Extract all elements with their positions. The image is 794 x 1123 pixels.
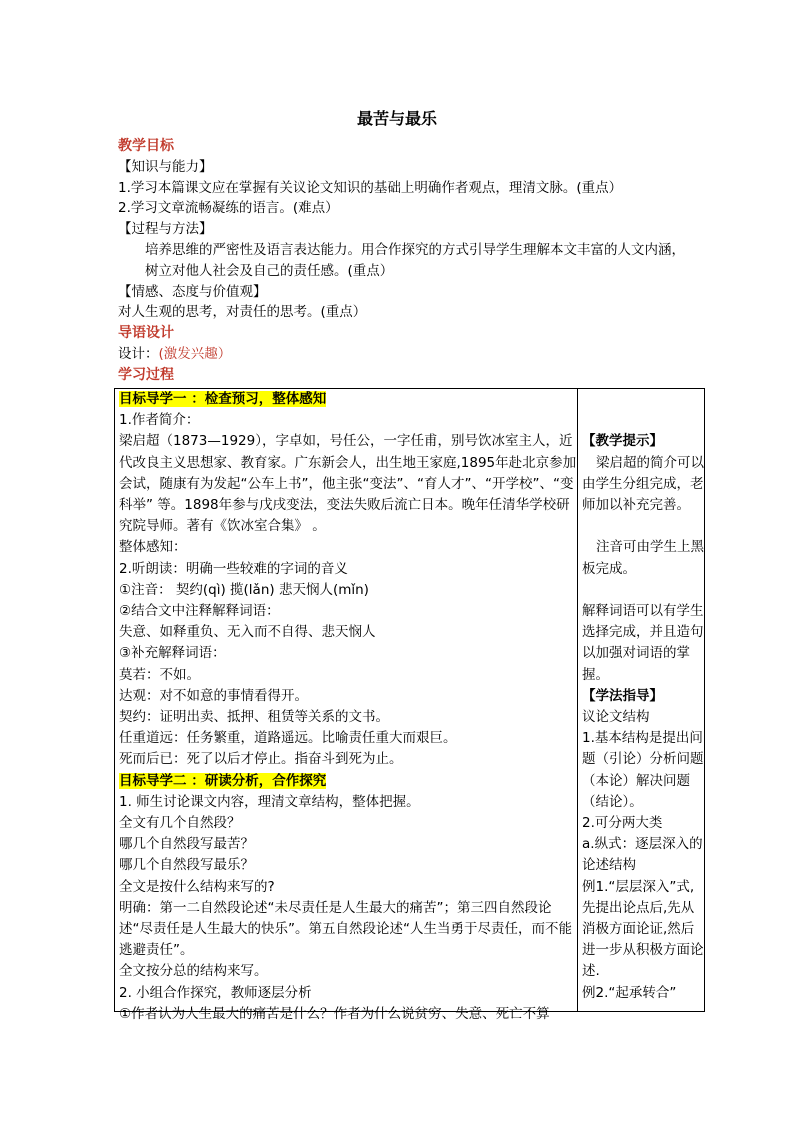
clarify-answer: 明确：第一二自然段论述“未尽责任是人生最大的痛苦”；第三四自然段论述“尽责任是人生最大的快乐”。第五自然段论述“人生当勇于尽责任，而不能逃避责任”。 [119,899,572,959]
lesson-preamble [118,136,698,386]
tip-3: 解释词语可以有学生选择完成，并且造句以加强对词语的掌握。 [582,602,704,683]
question-item: 全文有几个自然段？ [119,815,241,832]
intro-label: 设计： [118,345,159,362]
method-4: 例1.“层层深入”式,先提出论点后,先从消极方面论证,然后进一步从积极方面论述. [582,878,704,980]
intro-design [118,344,698,365]
explain-words: 失意、如释重负、无入而不自得、悲天悯人 [119,624,376,641]
table-row [115,389,705,1012]
tip-heading: 【教学提示】 [582,433,663,450]
definition-item: 任重道远：任务繁重，道路遥远。比喻责任重大而艰巨。 [119,730,457,747]
question-1: ①作者认为人生最大的痛苦是什么？作者为什么说贫穷、失意、死亡不算 [119,1005,550,1022]
intro-value: (激发兴趣） [158,345,232,362]
structure-summary: 全文按分总的结构来写。 [119,963,268,980]
method-1: 1.基本结构是提出问题（引论）分析问题（本论）解决问题（结论）。 [582,730,704,810]
method-2: 2.可分两大类 [582,815,663,831]
overall-label: 整体感知： [119,539,187,556]
knowledge-item-1: 1.学习本篇课文应在掌握有关议论文知识的基础上明确作者观点，理清文脉。(重点） [118,179,623,196]
explain-note: ②结合文中注释解释词语： [119,603,280,620]
discuss-task: 1. 师生讨论课文内容，理清文章结构，整体把握。 [119,793,420,810]
knowledge-item-2: 2.学习文章流畅凝练的语言。(难点） [118,200,339,217]
emotion-text: 对人生观的思考，对责任的思考。(重点） [118,304,367,321]
definition-item: 达观：对不如意的事情看得开。 [119,687,308,704]
intro-heading: 导语设计 [118,325,174,342]
supplement-note: ③补充解释词语： [119,645,226,662]
group-task: 2. 小组合作探究，教师逐层分析 [119,984,312,1001]
question-item: 全文是按什么结构来写的? [119,878,275,895]
author-intro-label: 1.作者简介： [119,412,200,429]
definition-item: 莫若：不如。 [119,666,200,683]
main-content-cell [115,389,578,1022]
knowledge-heading: 【知识与能力】 [118,158,213,175]
goal-2-heading: 目标导学二 ：研读分析，合作探究 [119,772,327,789]
emotion-heading: 【情感、态度与价值观】 [118,283,267,300]
definition-item: 死而后已：死了以后才停止。指奋斗到死为止。 [119,751,403,768]
method-title: 议论文结构 [582,708,650,725]
tip-2: 注音可由学生上黑板完成。 [582,539,704,577]
phonetics: ①注音： 契约(qì) 揽(lǎn) 悲天悯人(mǐn) [119,581,369,598]
question-item: 哪几个自然段写最乐？ [119,857,254,874]
goal-1-heading: 目标导学一 ：检查预习，整体感知 [119,391,327,407]
method-heading: 【学法指导】 [582,687,663,704]
process-method-text: 培养思维的严密性及语言表达能力。用合作探究的方式引导学生理解本文丰富的人文内涵，树立对他人社会及自己的责任感。(重点） [145,241,685,279]
side-notes-cell [578,389,705,1012]
listen-task: 2.听朗读：明确一些较难的字词的音义 [119,560,348,577]
process-heading: 学习过程 [118,366,174,383]
page-title: 最苦与最乐 [356,109,437,128]
lesson-process-table [114,388,705,1022]
author-bio: 梁启超（1873—1929），字卓如，号任公，一字任甫，别号饮冰室主人，近代改良主义思想家、教育家。广东新会人，出生地王家庭,1895年赴北京参加会试，随康有为发起“公车上书”，他主张“变法”、“育人才”、“开学校”、“变科举” 等。1898年参与戊戌变法，变法失败后流亡日本。晚年任清华学校研究院导师。著有《饮冰室合集》 。 [119,433,577,535]
question-item: 哪几个自然段写最苦？ [119,836,254,853]
process-method-heading: 【过程与方法】 [118,221,213,238]
objectives-heading: 教学目标 [118,138,174,154]
method-3: a.纵式：逐层深入的论述结构 [582,836,703,874]
definition-item: 契约：证明出卖、抵押、租赁等关系的文书。 [119,709,389,726]
tip-1: 梁启超的简介可以由学生分组完成，老师加以补充完善。 [582,454,704,513]
method-5: 例2.“起承转合” [582,984,677,1001]
